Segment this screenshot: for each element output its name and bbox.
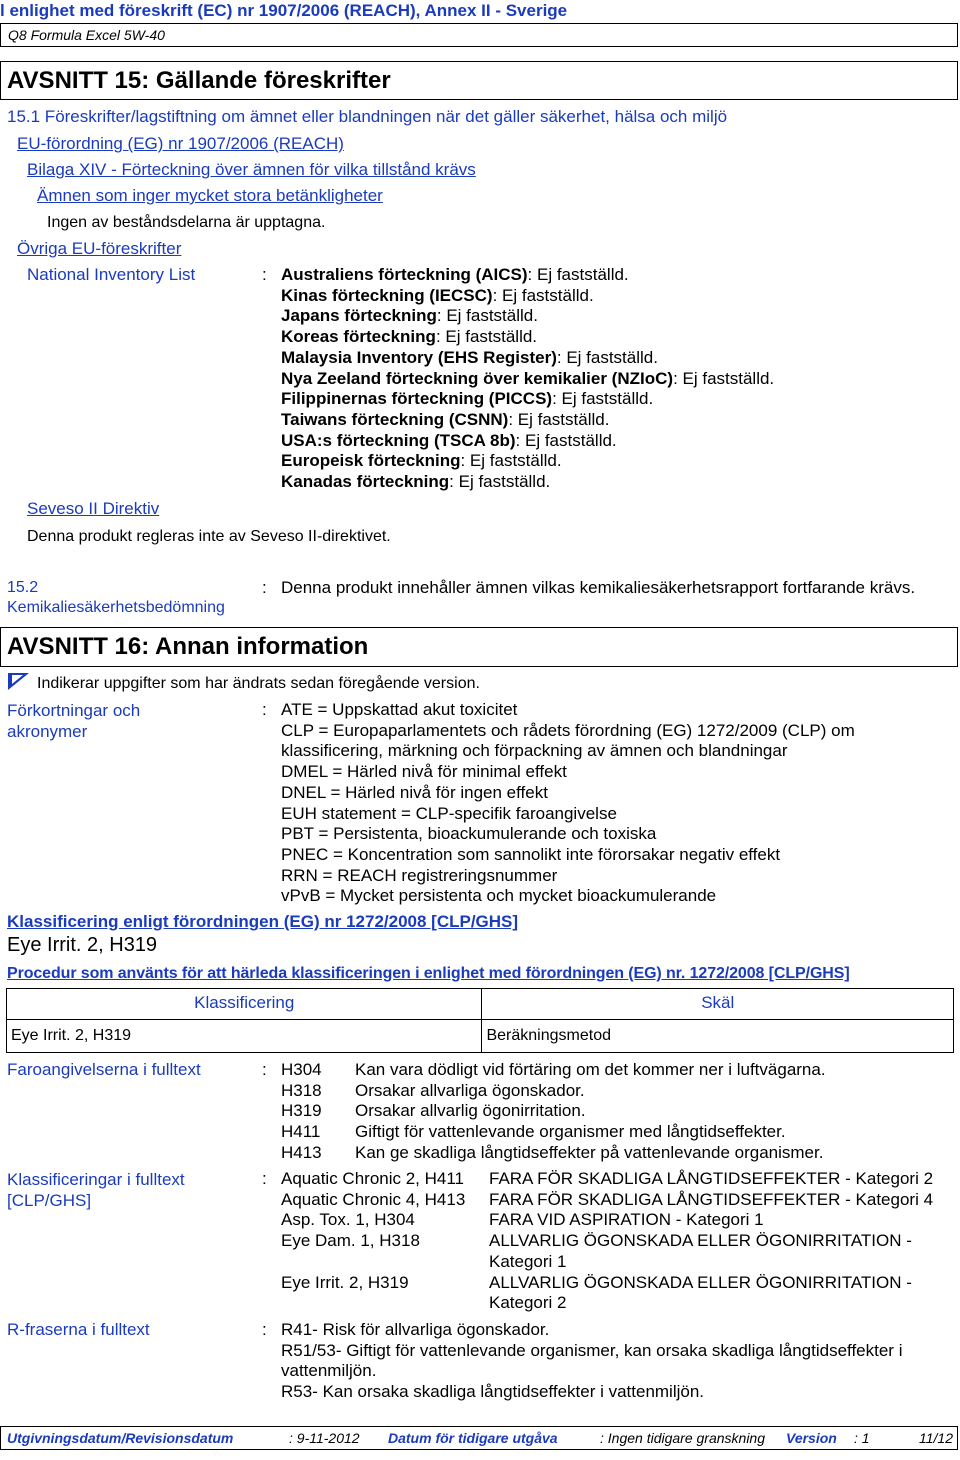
inventory-row — [281, 286, 594, 306]
abbreviation-line: ATE = Uppskattad akut toxicitet — [281, 700, 518, 719]
inventory-status: : Ej fastställd. — [508, 409, 610, 429]
class-colon: : — [262, 1169, 267, 1188]
table-header-classification: Klassificering — [7, 989, 482, 1020]
table-cell-classification: Eye Irrit. 2, H319 — [7, 1020, 482, 1053]
clp-heading: Klassificering enligt förordningen (EG) nr 1272/2008 [CLP/GHS] — [7, 912, 519, 931]
inventory-name: Nya Zeeland förteckning över kemikalier (NZIoC) — [281, 368, 674, 388]
classifications-label-line1: Klassificeringar i fulltext — [7, 1170, 185, 1189]
hazard-code: H411 — [281, 1122, 321, 1142]
classification-code: Aquatic Chronic 2, H411 — [281, 1169, 465, 1188]
table-row — [7, 1020, 954, 1053]
inventory-name: Australiens förteckning (AICS) — [281, 265, 528, 284]
inventory-row — [281, 389, 653, 409]
inventory-name: Kanadas förteckning — [281, 472, 450, 491]
r-phrase-line: vattenmiljön. — [281, 1361, 377, 1381]
inventory-name: Filippinernas förteckning (PICCS) — [281, 389, 553, 409]
inventory-name: Malaysia Inventory (EHS Register) — [281, 347, 557, 367]
reach-heading: EU-förordning (EG) nr 1907/2006 (REACH) — [17, 134, 344, 153]
hazard-statements-label: Faroangivelserna i fulltext — [7, 1060, 201, 1079]
abbreviation-line: EUH statement = CLP-specifik faroangivelse — [281, 803, 617, 823]
inventory-status: : Ej fastställd. — [449, 472, 551, 491]
inventory-row — [281, 472, 550, 492]
inventory-name: USA:s förteckning (TSCA 8b) — [281, 430, 516, 450]
hazard-code: H319 — [281, 1101, 322, 1121]
section-16-title: AVSNITT 16: Annan information — [7, 633, 369, 660]
inventory-row — [281, 306, 538, 326]
hazard-text: Orsakar allvarliga ögonskador. — [355, 1080, 585, 1100]
procedure-heading: Procedur som använts för att härleda klassificeringen i enlighet med förordningen (EG) nr. 1272/2008 [CLP/GHS] — [7, 965, 850, 982]
svhc-text: Ingen av beståndsdelarna är upptagna. — [47, 214, 326, 231]
nil-colon: : — [262, 265, 267, 284]
inventory-status: : Ej fastställd. — [552, 389, 654, 409]
s152-colon: : — [262, 578, 267, 597]
classifications-label-line2: [CLP/GHS] — [7, 1191, 92, 1210]
national-inventory-label: National Inventory List — [27, 265, 196, 284]
inventory-status: : Ej fastställd. — [460, 451, 562, 471]
inventory-row — [281, 451, 562, 471]
abbreviation-line: vPvB = Mycket persistenta och mycket bioackumulerande — [281, 886, 717, 906]
seveso-text: Denna produkt regleras inte av Seveso II-direktivet. — [27, 528, 391, 545]
r-phrase-line: R41- Risk för allvarliga ögonskador. — [281, 1320, 550, 1339]
svhc-heading: Ämnen som inger mycket stora betänkligheter — [37, 186, 383, 205]
annex-xiv-heading: Bilaga XIV - Förteckning över ämnen för vilka tillstånd krävs — [27, 160, 476, 179]
inventory-row — [281, 348, 658, 368]
table-header-reason: Skäl — [482, 989, 954, 1020]
hazard-code: H318 — [281, 1080, 322, 1100]
inventory-row — [281, 410, 609, 430]
r-phrase-line: R53- Kan orsaka skadliga långtidseffekter i vattenmiljön. — [281, 1382, 705, 1402]
changed-note: Indikerar uppgifter som har ändrats sedan föregående version. — [37, 675, 480, 692]
hazard-code: H413 — [281, 1142, 322, 1162]
abbreviations-label-line2: akronymer — [7, 722, 88, 741]
inventory-row — [281, 265, 629, 285]
section-15-title: AVSNITT 15: Gällande föreskrifter — [7, 67, 391, 94]
changed-marker-icon — [8, 673, 30, 691]
classification-code: Eye Dam. 1, H318 — [281, 1231, 420, 1251]
inventory-row — [281, 431, 617, 451]
r-colon: : — [262, 1320, 267, 1339]
abbreviation-line: RRN = REACH registreringsnummer — [281, 865, 558, 885]
abbreviation-line: DMEL = Härled nivå för minimal effekt — [281, 762, 567, 782]
classification-text: ALLVARLIG ÖGONSKADA ELLER ÖGONIRRITATION - — [489, 1272, 912, 1292]
inventory-status: : Ej fastställd. — [527, 265, 629, 284]
inventory-status: : Ej fastställd. — [492, 285, 594, 305]
abbreviation-line: CLP = Europaparlamentets och rådets förordning (EG) 1272/2009 (CLP) om — [281, 720, 855, 740]
seveso-heading: Seveso II Direktiv — [27, 499, 160, 518]
classification-text: FARA FÖR SKADLIGA LÅNGTIDSEFFEKTER - Kategori 4 — [489, 1189, 934, 1209]
inventory-status: : Ej fastställd. — [435, 327, 538, 347]
abbreviations-label-line1: Förkortningar och — [7, 701, 141, 720]
inventory-name: Kinas förteckning (IECSC) — [281, 285, 493, 305]
classification-code: Aquatic Chronic 4, H413 — [281, 1189, 466, 1209]
product-name: Q8 Formula Excel 5W-40 — [8, 27, 165, 43]
r-phrases-label: R-fraserna i fulltext — [7, 1320, 150, 1339]
document-title: l enlighet med föreskrift (EC) nr 1907/2006 (REACH), Annex II - Sverige — [0, 1, 568, 20]
footer-prev-value: : Ingen tidigare granskning — [600, 1430, 765, 1446]
classification-code: Asp. Tox. 1, H304 — [281, 1210, 415, 1230]
classification-text: FARA VID ASPIRATION - Kategori 1 — [489, 1210, 764, 1230]
abbreviation-line: klassificering, märkning och förpackning av ämnen och blandningar — [281, 741, 788, 761]
footer-issue-value: : 9-11-2012 — [289, 1430, 360, 1446]
footer-version-value: : 1 — [854, 1430, 870, 1446]
inventory-row — [281, 327, 537, 347]
hazard-text: Orsakar allvarlig ögonirritation. — [355, 1101, 586, 1121]
subsection-15-2-text: Denna produkt innehåller ämnen vilkas kemikaliesäkerhetsrapport fortfarande krävs. — [281, 578, 916, 597]
footer-prev-label: Datum för tidigare utgåva — [388, 1430, 558, 1446]
abbreviation-line: DNEL = Härled nivå för ingen effekt — [281, 782, 548, 802]
classification-text: Kategori 1 — [489, 1251, 567, 1271]
hazard-colon: : — [262, 1060, 267, 1079]
abbreviation-line: PNEC = Koncentration som sannolikt inte förorsakar negativ effekt — [281, 844, 781, 864]
classification-code: Eye Irrit. 2, H319 — [281, 1272, 409, 1292]
other-eu-heading: Övriga EU-föreskrifter — [17, 239, 182, 258]
subsection-15-1: 15.1 Föreskrifter/lagstiftning om ämnet eller blandningen när det gäller säkerhet, hälsa och miljö — [7, 107, 728, 126]
inventory-name: Europeisk förteckning — [281, 451, 461, 471]
abbreviation-line: PBT = Persistenta, bioackumulerande och toxiska — [281, 824, 657, 844]
hazard-text: Giftigt för vattenlevande organismer med långtidseffekter. — [355, 1122, 786, 1142]
classification-table — [6, 988, 954, 1053]
inventory-name: Taiwans förteckning (CSNN) — [281, 409, 509, 429]
inventory-name: Japans förteckning — [281, 306, 437, 326]
r-phrase-line: R51/53- Giftigt för vattenlevande organismer, kan orsaka skadliga långtidseffekter i — [281, 1340, 903, 1360]
classification-text: FARA FÖR SKADLIGA LÅNGTIDSEFFEKTER - Kategori 2 — [489, 1169, 934, 1188]
hazard-text: Kan ge skadliga långtidseffekter på vattenlevande organismer. — [355, 1142, 824, 1162]
hazard-code: H304 — [281, 1060, 322, 1079]
inventory-status: : Ej fastställd. — [515, 430, 617, 450]
inventory-status: : Ej fastställd. — [436, 306, 538, 326]
footer-issue-label: Utgivningsdatum/Revisionsdatum — [7, 1430, 234, 1446]
table-cell-reason: Beräkningsmetod — [482, 1020, 954, 1053]
footer-page-number: 11/12 — [919, 1430, 953, 1446]
inventory-status: : Ej fastställd. — [673, 368, 775, 388]
inventory-name: Koreas förteckning — [281, 327, 436, 347]
inventory-status: : Ej fastställd. — [556, 347, 658, 367]
inventory-row — [281, 369, 774, 389]
clp-value: Eye Irrit. 2, H319 — [7, 934, 158, 956]
hazard-text: Kan vara dödligt vid förtäring om det kommer ner i luftvägarna. — [355, 1060, 826, 1079]
classification-text: Kategori 2 — [489, 1293, 567, 1313]
subsection-15-2-label: Kemikaliesäkerhetsbedömning — [7, 599, 225, 616]
subsection-15-2-number: 15.2 — [7, 579, 39, 596]
abbr-colon: : — [262, 700, 267, 719]
footer-version-label: Version — [786, 1430, 837, 1446]
classification-text: ALLVARLIG ÖGONSKADA ELLER ÖGONIRRITATION - — [489, 1231, 912, 1251]
